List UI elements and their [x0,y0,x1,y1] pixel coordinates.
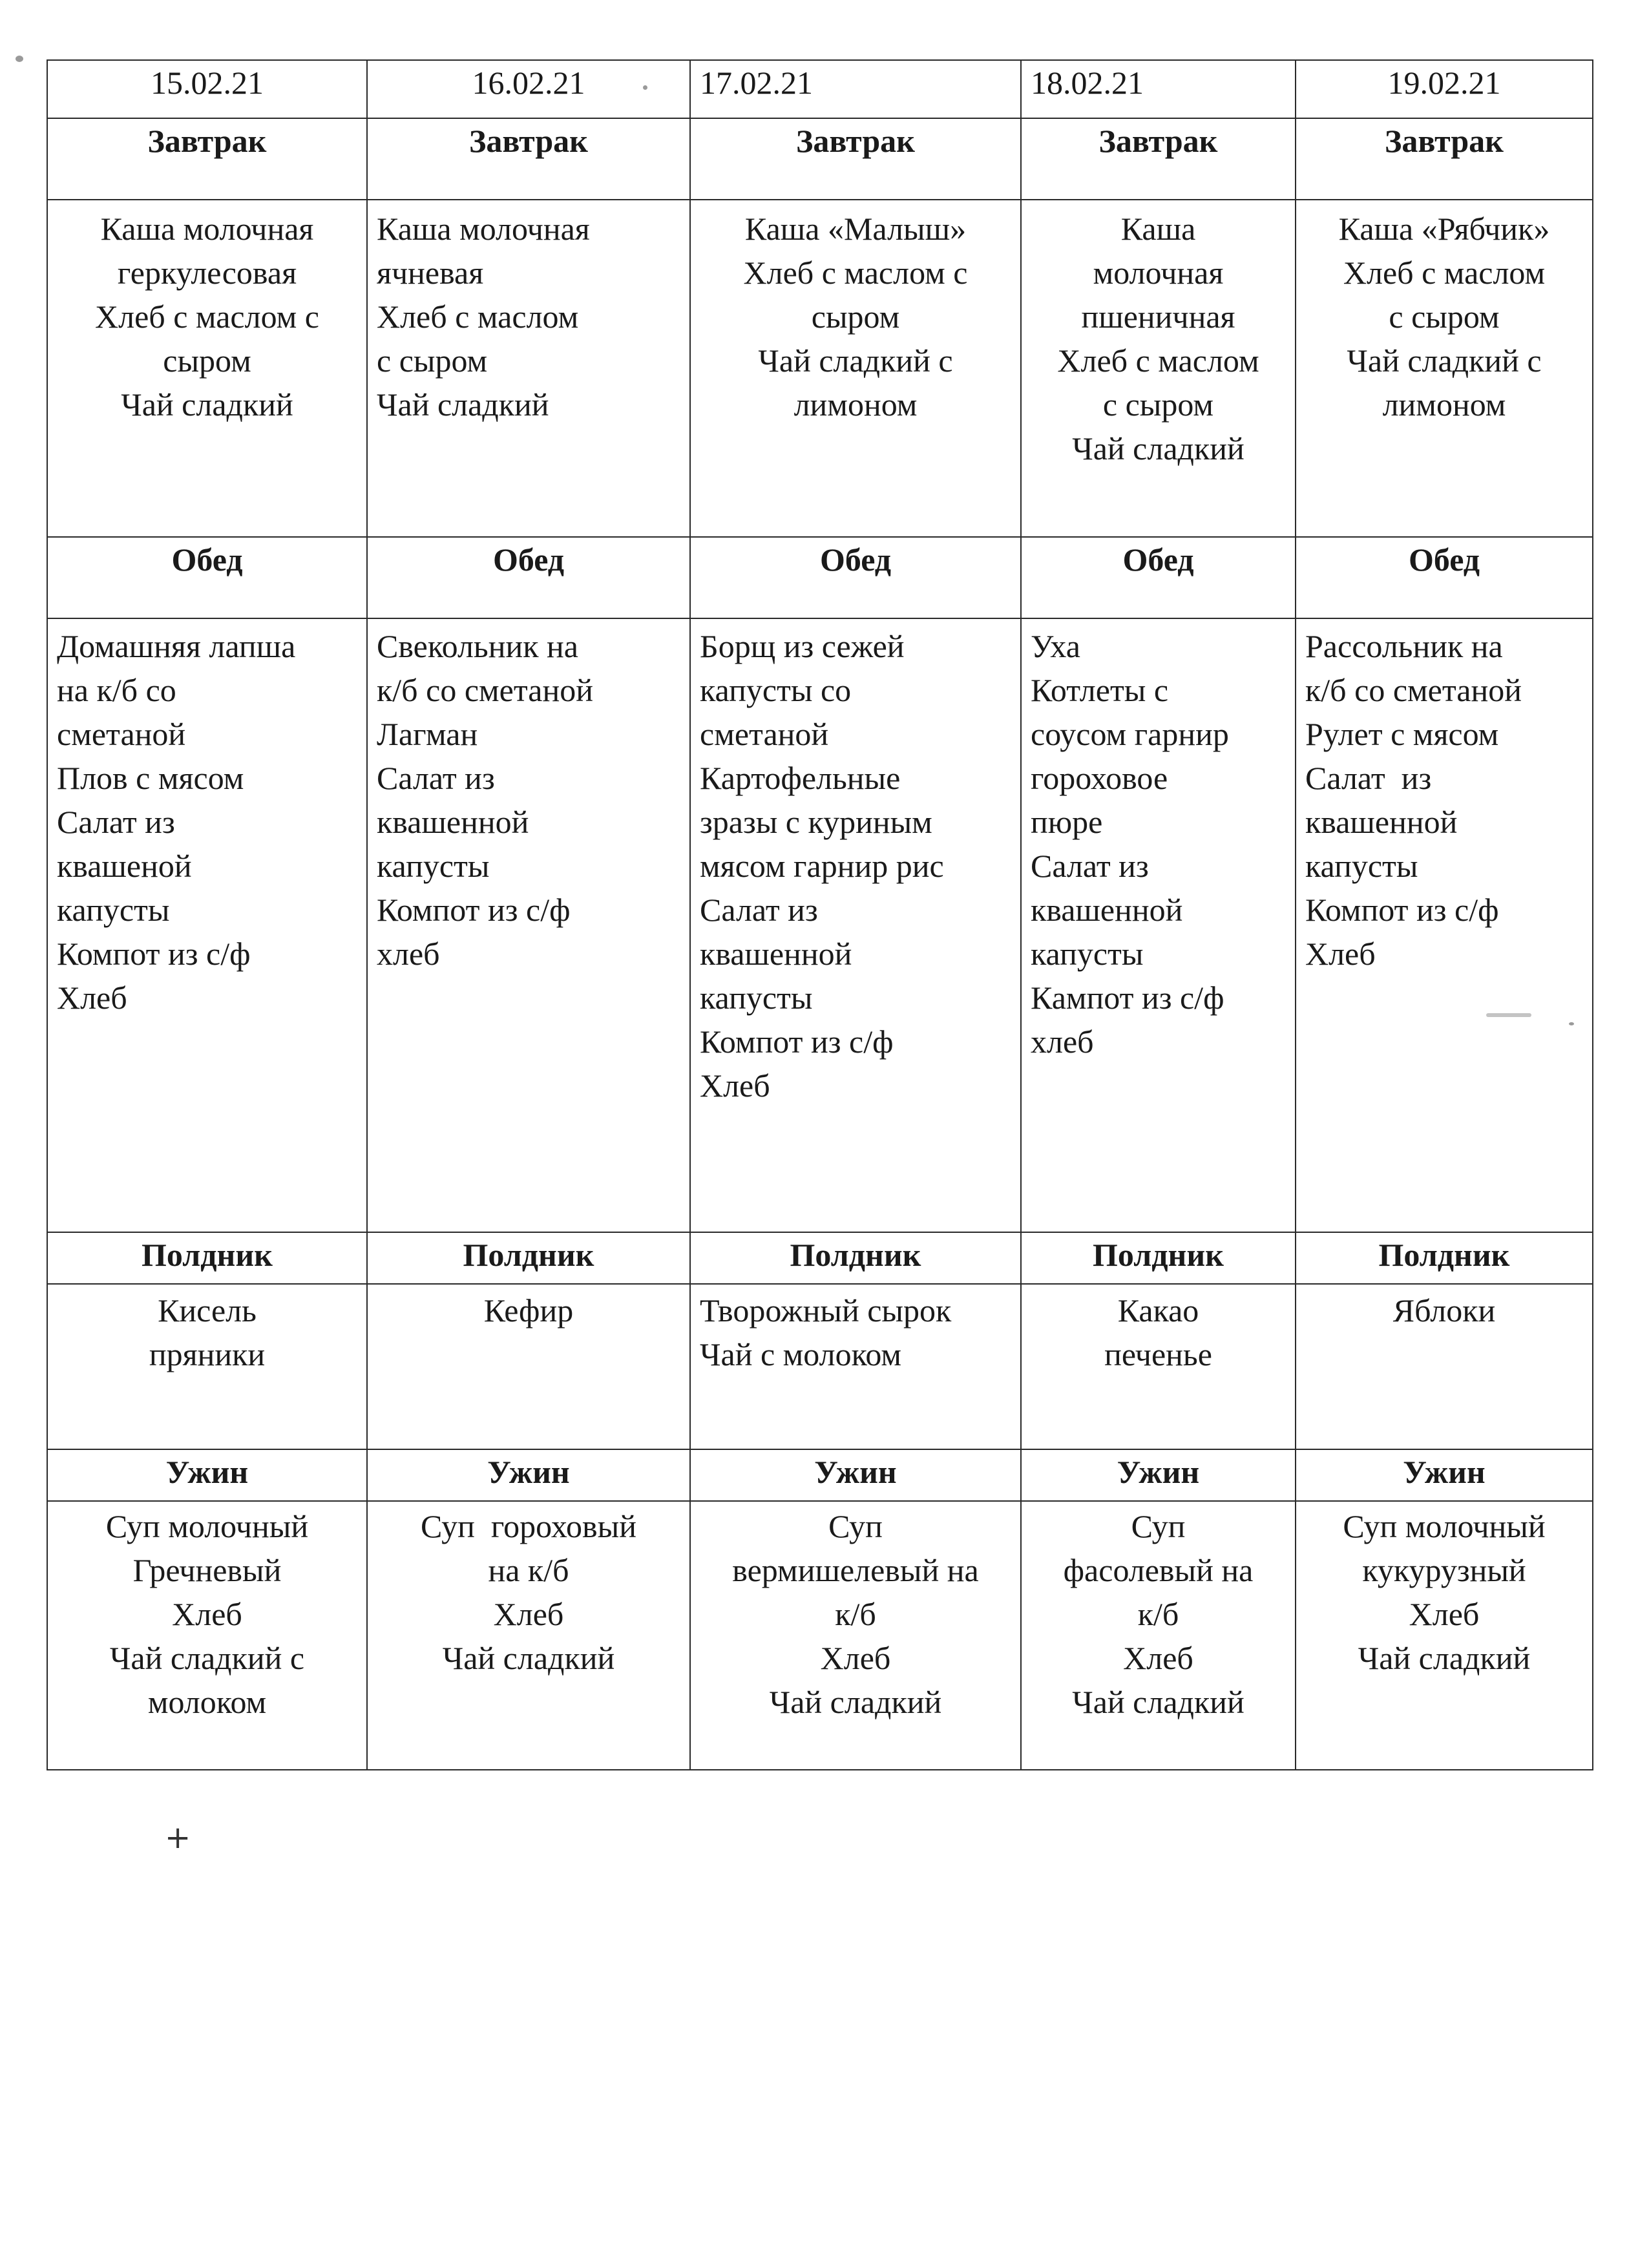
dish-list [1021,618,1296,1232]
dish-line: капусты [1305,848,1418,884]
dish-line: квашенной [1031,892,1183,928]
dish-line: Чай сладкий [1072,430,1245,467]
dish-line: зразы с куриным [700,804,932,840]
dish-line: Чай сладкий с [1347,342,1542,379]
dish-line: к/б [1137,1596,1179,1632]
dish-line: на к/б [488,1552,569,1588]
plus-mark: + [165,1820,191,1856]
dish-line: Хлеб [1409,1596,1480,1632]
dish-line: печенье [1104,1336,1212,1372]
dish-list [47,1501,367,1770]
dish-line: Каша молочная [100,211,314,247]
dish-list [1021,200,1296,537]
dish-line: Каша молочная [377,211,590,247]
dish-line: Суп гороховый [421,1508,636,1544]
dish-line: капусты [57,892,170,928]
date-cell: 17.02.21 [690,60,1021,118]
date-cell: 18.02.21 [1021,60,1296,118]
dish-line: к/б [835,1596,876,1632]
dish-line: Чай с молоком [700,1336,902,1372]
dish-line: Рулет с мясом [1305,716,1499,752]
dish-line: Чай сладкий [121,386,293,423]
dish-line: Кисель [158,1292,257,1328]
dish-line: Суп [1131,1508,1186,1544]
dish-line: Компот из с/ф [377,892,571,928]
dish-line: с сыром [1389,299,1500,335]
dish-line: Плов с мясом [57,760,244,796]
dish-line: геркулесовая [117,255,297,291]
meal-heading: Обед [1296,537,1593,618]
dish-line: Хлеб с маслом с [743,255,968,291]
dish-line: Чай сладкий с [109,1640,305,1676]
snack-header-row [47,1232,1593,1284]
dish-line: сыром [163,342,251,379]
dish-line: Чай сладкий [1072,1684,1245,1720]
dish-line: Каша «Малыш» [744,211,967,247]
dish-line: Какао [1117,1292,1199,1328]
dish-line: Уха [1031,628,1080,664]
dish-line: Каша «Рябчик» [1338,211,1550,247]
dish-line: Чай сладкий [769,1684,942,1720]
meal-heading: Ужин [1021,1449,1296,1501]
dish-line: Хлеб с маслом с [95,299,319,335]
dish-line: гороховое [1031,760,1168,796]
dish-line: сметаной [700,716,829,752]
meal-heading: Обед [690,537,1021,618]
lunch-header-row [47,537,1593,618]
dish-list [47,200,367,537]
dish-line: ячневая [377,255,484,291]
dish-line: Котлеты с [1031,672,1169,708]
dish-line: квашенной [1305,804,1458,840]
date-row [47,60,1593,118]
dish-line: Компот из с/ф [1305,892,1499,928]
lunch-dishes-row [47,618,1593,1232]
dish-list [1296,1284,1593,1449]
dish-line: пряники [149,1336,266,1372]
dinner-header-row [47,1449,1593,1501]
dish-line: Творожный сырок [700,1292,952,1328]
dish-list [690,200,1021,537]
dish-line: Хлеб [493,1596,564,1632]
dish-list [367,618,690,1232]
dish-line: на к/б со [57,672,176,708]
meal-heading: Завтрак [1021,118,1296,200]
dish-line: Хлеб [1305,936,1376,972]
dish-list [1296,618,1593,1232]
dish-line: Чай сладкий с [758,342,953,379]
dish-list [47,1284,367,1449]
scan-speck [1569,1022,1574,1025]
dish-line: квашенной [700,936,852,972]
dish-line: Картофельные [700,760,901,796]
dish-line: квашеной [57,848,192,884]
meal-heading: Завтрак [1296,118,1593,200]
dish-line: Хлеб [172,1596,242,1632]
dish-line: Хлеб [820,1640,891,1676]
meal-heading: Завтрак [690,118,1021,200]
date-cell: 15.02.21 [47,60,367,118]
dish-line: Борщ из сежей [700,628,905,664]
dish-line: лимоном [1382,386,1506,423]
meal-heading: Ужин [367,1449,690,1501]
dish-line: Чай сладкий [377,386,549,423]
meal-heading: Ужин [47,1449,367,1501]
weekly-menu-table [47,59,1593,1770]
dish-line: лимоном [793,386,918,423]
dish-line: Компот из с/ф [700,1024,894,1060]
dish-line: Хлеб [1123,1640,1193,1676]
dish-list [690,1284,1021,1449]
dish-line: Суп [828,1508,883,1544]
dish-list [367,1501,690,1770]
meal-heading: Обед [367,537,690,618]
scan-speck [643,85,647,90]
dish-line: капусты [700,980,813,1016]
meal-heading: Завтрак [367,118,690,200]
meal-heading: Ужин [690,1449,1021,1501]
dish-line: соусом гарнир [1031,716,1229,752]
meal-heading: Ужин [1296,1449,1593,1501]
dish-line: с сыром [1102,386,1214,423]
date-cell: 19.02.21 [1296,60,1593,118]
dish-line: фасолевый на [1063,1552,1254,1588]
dish-list [1296,200,1593,537]
dish-list [1021,1284,1296,1449]
dish-line: Суп молочный [105,1508,309,1544]
dish-line: пшеничная [1081,299,1235,335]
dish-list [47,618,367,1232]
dish-line: Лагман [377,716,478,752]
dish-line: Салат из [57,804,175,840]
dinner-dishes-row [47,1501,1593,1770]
dish-line: Кефир [483,1292,574,1328]
dish-line: Суп молочный [1343,1508,1546,1544]
scan-speck [1486,1013,1531,1017]
dish-line: молочная [1093,255,1224,291]
dish-line: Яблоки [1392,1292,1496,1328]
dish-line: квашенной [377,804,529,840]
dish-line: Чай сладкий [442,1640,615,1676]
dish-line: к/б со сметаной [377,672,594,708]
dish-line: Салат из [700,892,818,928]
meal-heading: Полдник [690,1232,1021,1284]
dish-line: вермишелевый на [732,1552,979,1588]
dish-line: Рассольник на [1305,628,1503,664]
dish-line: к/б со сметаной [1305,672,1522,708]
dish-line: Каша [1120,211,1196,247]
dish-line: Хлеб [57,980,127,1016]
dish-line: Чай сладкий [1358,1640,1531,1676]
dish-line: Салат из [1031,848,1149,884]
dish-line: капусты [1031,936,1144,972]
dish-list [690,1501,1021,1770]
dish-list [690,618,1021,1232]
dish-line: сметаной [57,716,186,752]
meal-heading: Полдник [367,1232,690,1284]
dish-line: Хлеб с маслом [377,299,579,335]
dish-line: капусты [377,848,490,884]
dish-line: хлеб [377,936,440,972]
meal-heading: Завтрак [47,118,367,200]
dish-list [367,200,690,537]
dish-line: Салат из [377,760,495,796]
dish-line: Домашняя лапша [57,628,296,664]
dish-line: хлеб [1031,1024,1094,1060]
meal-heading: Полдник [1296,1232,1593,1284]
dish-line: Компот из с/ф [57,936,251,972]
dish-line: Хлеб с маслом [1057,342,1259,379]
meal-heading: Полдник [1021,1232,1296,1284]
meal-heading: Обед [1021,537,1296,618]
dish-line: Салат из [1305,760,1432,796]
dish-line: кукурузный [1362,1552,1526,1588]
scan-speck [16,56,23,62]
date-cell: 16.02.21 [367,60,690,118]
dish-line: Кампот из с/ф [1031,980,1224,1016]
meal-heading: Обед [47,537,367,618]
dish-line: капусты со [700,672,852,708]
breakfast-dishes-row [47,200,1593,537]
dish-line: мясом гарнир рис [700,848,944,884]
dish-line: Хлеб с маслом [1343,255,1546,291]
breakfast-header-row [47,118,1593,200]
dish-line: Хлеб [700,1067,770,1104]
snack-dishes-row [47,1284,1593,1449]
dish-list [367,1284,690,1449]
dish-line: молоком [147,1684,267,1720]
meal-heading: Полдник [47,1232,367,1284]
dish-line: пюре [1031,804,1103,840]
dish-line: Свекольник на [377,628,578,664]
dish-line: сыром [811,299,900,335]
dish-list [1296,1501,1593,1770]
dish-line: с сыром [377,342,488,379]
dish-line: Гречневый [132,1552,282,1588]
dish-list [1021,1501,1296,1770]
